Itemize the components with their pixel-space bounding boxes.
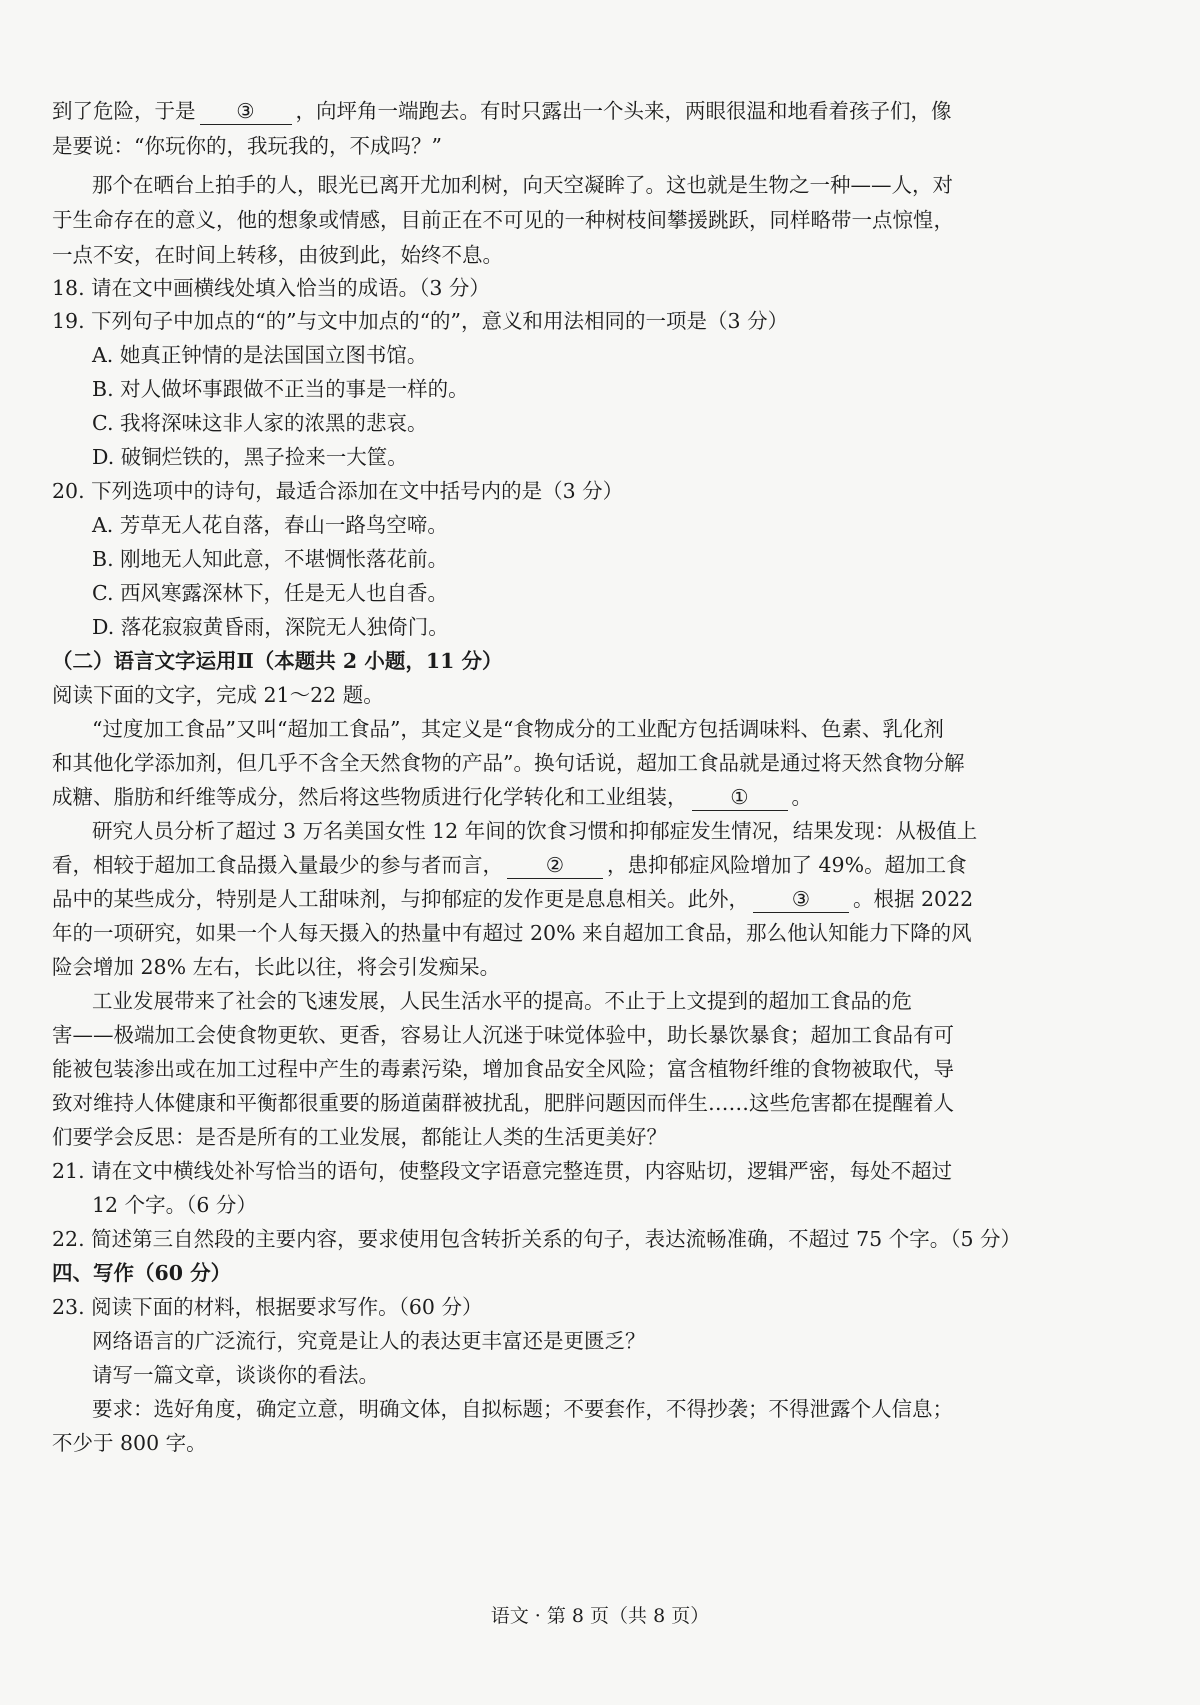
passage-line: 研究人员分析了超过 3 万名美国女性 12 年间的饮食习惯和抑郁症发生情况，结果发现：从极值上	[92, 819, 978, 843]
text-segment: 看，相较于超加工食品摄入量最少的参与者而言，	[52, 853, 503, 877]
option-19-c: C. 我将深味这非人家的浓黑的悲哀。	[92, 411, 428, 435]
text-segment: 成糖、脂肪和纤维等成分，然后将这些物质进行化学转化和工业组装，	[52, 785, 688, 809]
passage-line: 年的一项研究，如果一个人每天摄入的热量中有超过 20% 来自超加工食品，那么他认知能力下降的风	[52, 921, 972, 945]
passage-line: 能被包装渗出或在加工过程中产生的毒素污染，增加食品安全风险；富含植物纤维的食物被取代，导	[52, 1057, 954, 1081]
question-21: 21. 请在文中横线处补写恰当的语句，使整段文字语意完整连贯，内容贴切，逻辑严密，每处不超过	[52, 1159, 953, 1183]
question-23-stem: 23. 阅读下面的材料，根据要求写作。（60 分）	[52, 1295, 483, 1319]
answer-blank-2: ②	[507, 852, 603, 879]
passage-line: 那个在晒台上拍手的人，眼光已离开尤加利树，向天空凝眸了。这也就是生物之一种——人，对	[92, 173, 953, 197]
writing-material: 请写一篇文章，谈谈你的看法。	[92, 1363, 379, 1387]
passage-line: 们要学会反思：是否是所有的工业发展，都能让人类的生活更美好？	[52, 1125, 667, 1149]
question-21-cont: 12 个字。（6 分）	[92, 1193, 257, 1217]
text-segment: 。	[791, 785, 812, 809]
writing-requirements-cont: 不少于 800 字。	[52, 1431, 207, 1455]
question-18: 18. 请在文中画横线处填入恰当的成语。（3 分）	[52, 276, 490, 300]
answer-blank-1: ①	[692, 784, 788, 811]
option-20-b: B. 刚地无人知此意，不堪惆怅落花前。	[92, 547, 449, 571]
passage-line	[52, 881, 1150, 917]
writing-material: 网络语言的广泛流行，究竟是让人的表达更丰富还是更匮乏？	[92, 1329, 646, 1353]
question-20-stem: 20. 下列选项中的诗句，最适合添加在文中括号内的是（3 分）	[52, 479, 624, 503]
text-segment: 。根据 2022	[853, 887, 974, 911]
passage-line: 是要说：“你玩你的，我玩我的，不成吗？”	[52, 134, 442, 158]
option-20-a: A. 芳草无人花自落，春山一路鸟空啼。	[92, 513, 448, 537]
writing-requirements: 要求：选好角度，确定立意，明确文体，自拟标题；不要套作，不得抄袭；不得泄露个人信息；	[92, 1397, 953, 1421]
answer-blank-3: ③	[200, 98, 292, 125]
passage-line: 于生命存在的意义，他的想象或情感，目前正在不可见的一种树枝间攀援跳跃，同样略带一点惊惶，	[52, 208, 954, 232]
passage-line	[52, 779, 1150, 815]
option-20-d: D. 落花寂寂黄昏雨，深院无人独倚门。	[92, 615, 449, 639]
passage-line	[52, 93, 1150, 129]
text-segment: 到了危险，于是	[52, 99, 196, 123]
passage-line	[52, 847, 1150, 883]
section-heading: 四、写作（60 分）	[52, 1261, 232, 1285]
passage-line: “过度加工食品”又叫“超加工食品”，其定义是“食物成分的工业配方包括调味料、色素、乳化剂	[92, 717, 944, 741]
option-19-d: D. 破铜烂铁的，黑子捡来一大筐。	[92, 445, 408, 469]
text-segment: ，向坪角一端跑去。有时只露出一个头来，两眼很温和地看着孩子们，像	[295, 99, 952, 123]
passage-line: 致对维持人体健康和平衡都很重要的肠道菌群被扰乱，肥胖问题因而伴生……这些危害都在提醒着人	[52, 1091, 954, 1115]
passage-line: 险会增加 28% 左右，长此以往，将会引发痴呆。	[52, 955, 501, 979]
text-segment: ，患抑郁症风险增加了 49%。超加工食	[607, 853, 967, 877]
passage-line: 工业发展带来了社会的飞速发展，人民生活水平的提高。不止于上文提到的超加工食品的危	[92, 989, 912, 1013]
passage-line: 和其他化学添加剂，但几乎不含全天然食物的产品”。换句话说，超加工食品就是通过将天然食物分解	[52, 751, 965, 775]
answer-blank-3: ③	[753, 886, 849, 913]
passage-line: 一点不安，在时间上转移，由彼到此，始终不息。	[52, 243, 503, 267]
section-heading: （二）语言文字运用Ⅱ（本题共 2 小题，11 分）	[52, 649, 503, 673]
question-22: 22. 简述第三自然段的主要内容，要求使用包含转折关系的句子，表达流畅准确，不超过 75 个字。（5 分）	[52, 1227, 1022, 1251]
passage-line: 害——极端加工会使食物更软、更香，容易让人沉迷于味觉体验中，助长暴饮暴食；超加工食品有可	[52, 1023, 954, 1047]
option-19-a: A. 她真正钟情的是法国国立图书馆。	[92, 343, 428, 367]
text-segment: 品中的某些成分，特别是人工甜味剂，与抑郁症的发作更是息息相关。此外，	[52, 887, 749, 911]
question-19-stem: 19. 下列句子中加点的“的”与文中加点的“的”，意义和用法相同的一项是（3 分）	[52, 309, 789, 333]
option-20-c: C. 西风寒露深林下，任是无人也自香。	[92, 581, 448, 605]
section-intro: 阅读下面的文字，完成 21～22 题。	[52, 683, 384, 707]
option-19-b: B. 对人做坏事跟做不正当的事是一样的。	[92, 377, 469, 401]
page-footer: 语文 · 第 8 页（共 8 页）	[490, 1605, 710, 1627]
